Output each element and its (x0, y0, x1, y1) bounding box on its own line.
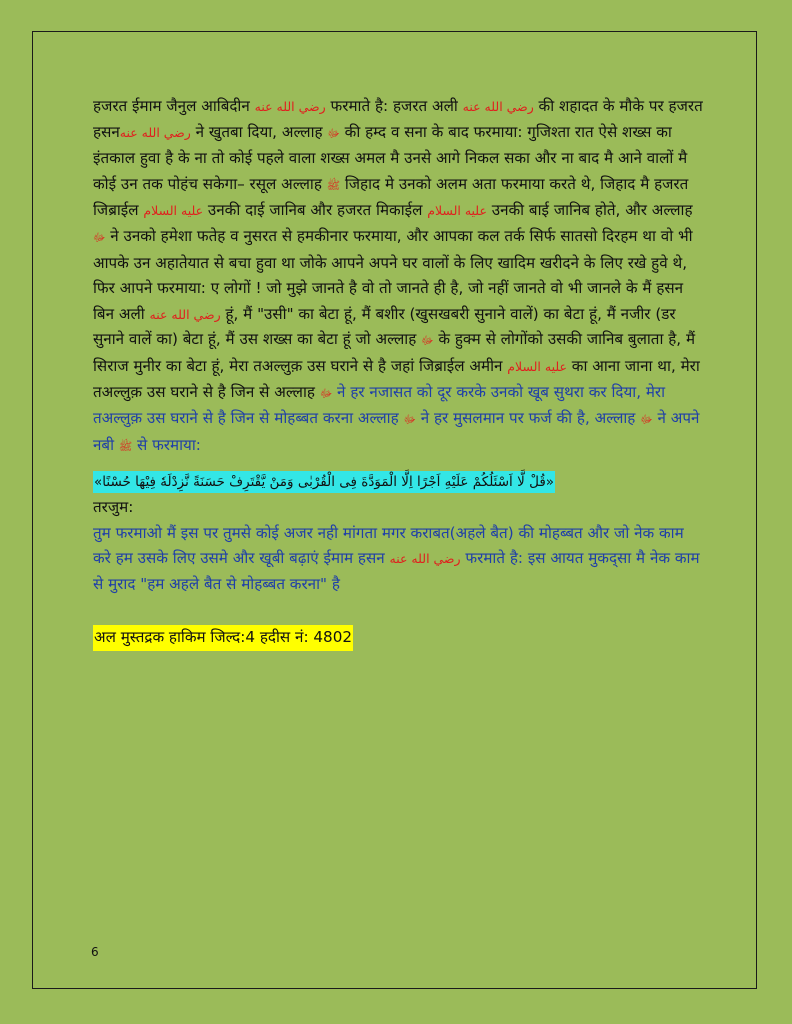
allah-symbol: ﷻ (403, 413, 416, 427)
text: की हम्द व सना के बाद फरमाया: गुजिश्ता रात ऐसे शख्स का इंतकाल हुवा है के ना तो कोई पहले वाला शख्स अमल मै उनसे आगे निकल सका और ना बाद मै आने वालों मै कोई उन तक पोहंच सकेगा– रसूल अल्लाह (93, 122, 688, 193)
text: का आना जाना था, मेरा तअल्लुक़ उस घराने से है जिन से अल्लाह (93, 356, 700, 401)
salawat-symbol: ﷺ (326, 178, 341, 192)
hadith-reference: अल मुस्तद्रक हाकिम जिल्द:4 हदीस नं: 4802 (93, 625, 353, 651)
arabic-honorific: رضي الله عنه (389, 551, 461, 567)
allah-symbol: ﷻ (421, 334, 434, 348)
text: तुम फरमाओ मैं इस पर तुमसे कोई अजर नही मांगता मगर कराबत(अहले बैत) की मोहब्बत और जो नेक काम करे हम उसके लिए उसमे और खूबी बढ़ाएं ईमाम हसन (93, 523, 684, 568)
paragraph-main (93, 94, 705, 459)
arabic-honorific: رضي الله عنه (119, 124, 191, 140)
arabic-honorific: عليه السلام (143, 203, 204, 219)
allah-symbol: ﷻ (640, 413, 653, 427)
text: फरमाते है: हजरत अली (325, 97, 463, 115)
text: उनकी दाई जानिब और हजरत मिकाईल (203, 201, 428, 220)
quran-ayah: «قُلْ لَّا اَسْئَلُكُمْ عَلَيْهِ اَجْرًا اِلَّا الْمَوَدَّةَ فِى الْقُرْبٰى وَمَنْ يَّقْتَرِفْ حَسَنَةً نَّزِدْلَهٗ فِيْهَا حُسْنًا» (93, 471, 555, 493)
document-body (93, 94, 705, 651)
tarjuma-paragraph (93, 521, 705, 598)
text: की शहादत के मौके पर हजरत हसन (93, 97, 703, 141)
tarjuma-heading: तरजुम: (93, 497, 134, 516)
text: हजरत ईमाम जैनुल आबिदीन (93, 97, 255, 115)
allah-symbol: ﷻ (93, 230, 106, 244)
blue-text: ने हर मुसलमान पर फर्ज की है, अल्लाह (415, 409, 641, 428)
text: फरमाते है: इस आयत मुकद्सा मै नेक काम से मुराद "हम अहले बैत से मोहब्बत करना" है (93, 549, 700, 593)
blue-text: ने हर नजासत को दूर करके उनको खूब सुथरा कर दिया, मेरा तअल्लुक़ उस घराने से है जिन से मोहब्बत करना अल्लाह (93, 382, 666, 428)
arabic-honorific: رضي الله عنه (462, 99, 534, 114)
text: जिहाद मे उनको अलम अता फरमाया करते थे, जिहाद मै हजरत जिब्राईल (93, 174, 689, 220)
arabic-honorific: عليه السلام (507, 358, 567, 374)
arabic-honorific: عليه السلام (427, 203, 487, 219)
arabic-honorific: رضي الله عنه (149, 306, 221, 322)
text: के हुक्म से लोगोंको उसकी जानिब बुलाता है, मैं सिराज मुनीर का बेटा हूं, मेरा तअल्लुक़ उस घराने से है जहां जिब्राईल अमीन (93, 330, 696, 375)
text: ने खुतबा दिया, अल्लाह (190, 122, 328, 141)
salawat-symbol: ﷺ (118, 439, 133, 453)
blue-text: से फरमाया: (132, 435, 201, 454)
blue-text: ने अपने नबी (93, 409, 700, 454)
text: उनकी बाई जानिब होते, और अल्लाह (486, 201, 693, 220)
text: हूं, मैं "उसी" का बेटा हूं, मैं बशीर (खुसखबरी सुनाने वालें) का बेटा हूं, मैं नजीर (डर सुनाने वालें का) बेटा हूं, मैं उस शख्स का बेटा हूं जो अल्लाह (93, 304, 676, 349)
allah-symbol: ﷻ (327, 126, 340, 140)
text: ने उनको हमेशा फतेह व नुसरत से हमकीनार फरमाया, और आपका कल तर्क सिर्फ सातसो दिरहम था वो भी आपके उन अहातेयात से बचा हुवा था जोके आपने अपने घर वालों के लिए खादिम खरीदने के लिए रखे हुवे थे, फिर आपने फरमाया: ए लोगों ! जो मुझे जानते है वो तो जानते ही है, जो नहीं जानते वो भी जानले के मैं हसन बिन अली (93, 226, 693, 323)
allah-symbol: ﷻ (319, 386, 333, 400)
arabic-honorific: رضي الله عنه (254, 99, 326, 114)
page-number: 6 (91, 945, 99, 959)
